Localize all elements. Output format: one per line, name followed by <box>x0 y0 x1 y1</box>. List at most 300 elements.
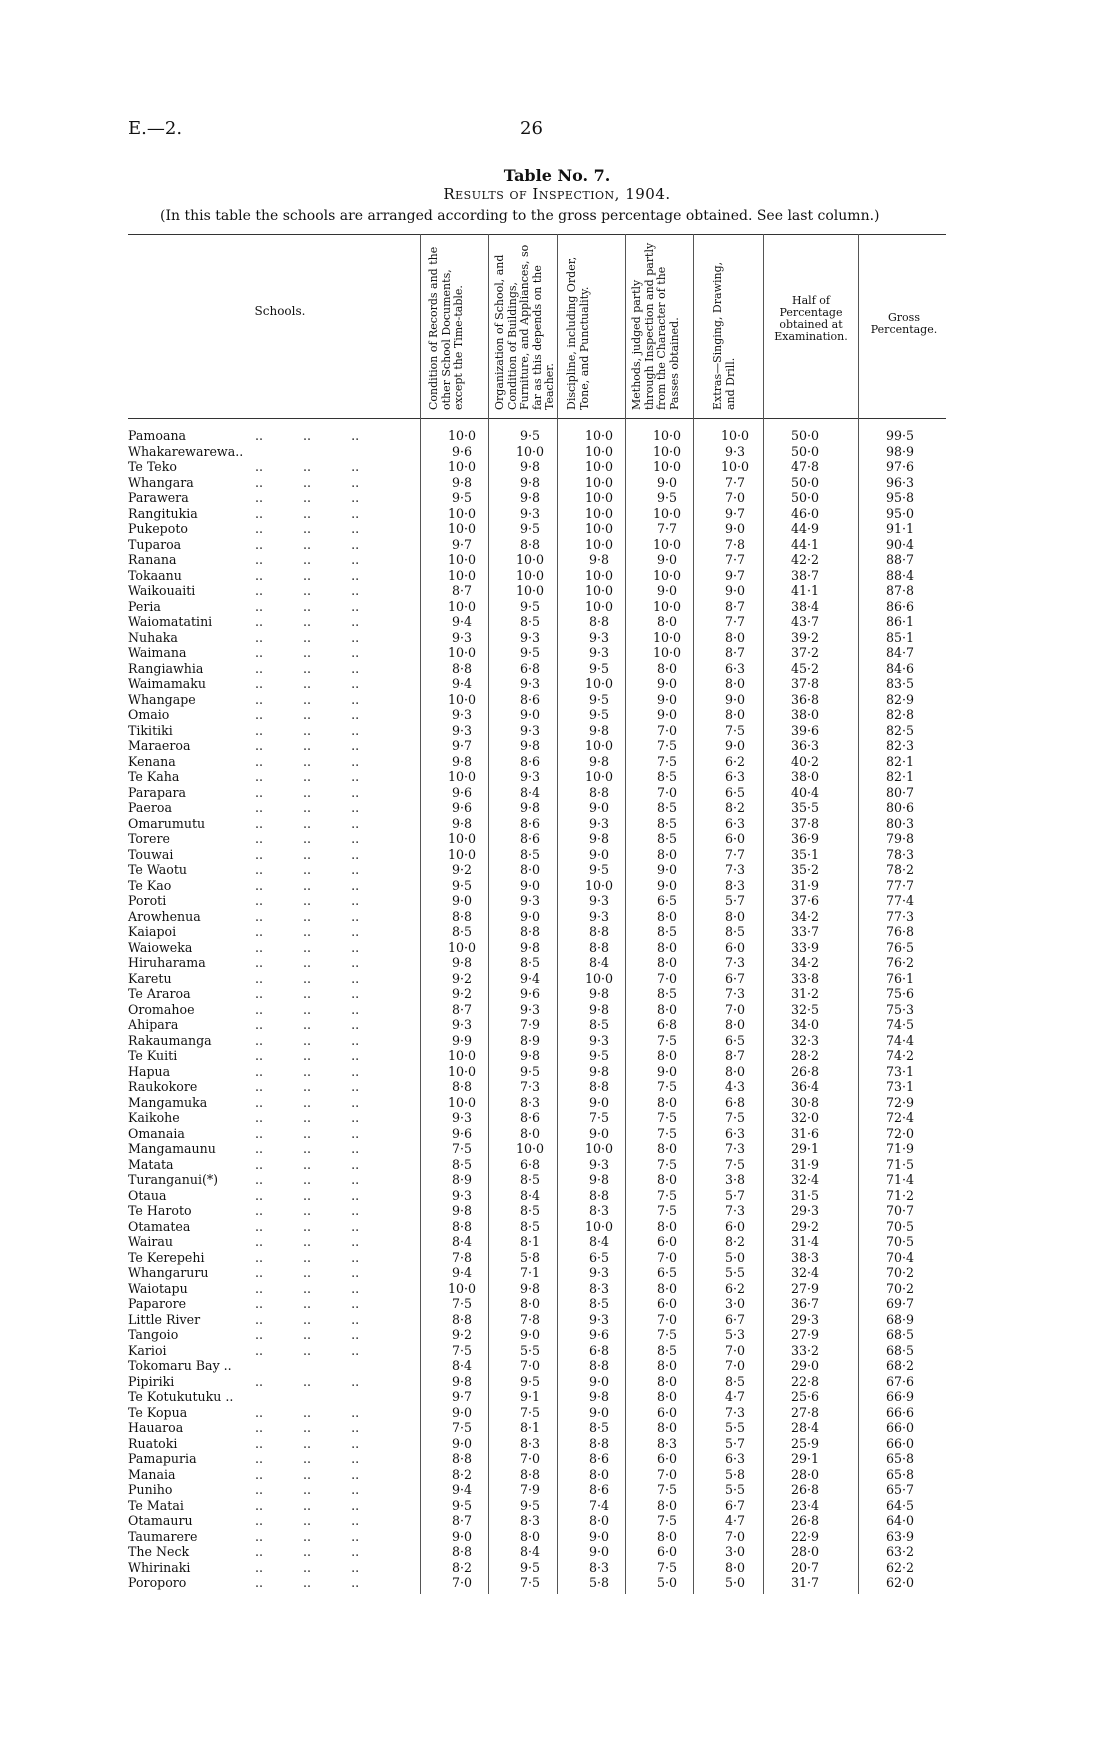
cell-records: 9·8 <box>451 955 473 970</box>
cell-half-percentage: 34·0 <box>790 1017 820 1032</box>
cell-half-percentage: 35·5 <box>790 800 820 815</box>
cell-gross-percentage: 95·8 <box>885 490 915 505</box>
leader-dots: .. .. .. <box>255 1342 360 1358</box>
cell-gross-percentage: 77·4 <box>885 893 915 908</box>
cell-organization: 8·8 <box>519 536 541 552</box>
cell-records: 9·6 <box>451 784 473 800</box>
cell-discipline: 9·8 <box>588 1001 610 1017</box>
cell-half-percentage: 32·3 <box>790 1032 820 1048</box>
cell-extras: 7·7 <box>724 552 746 567</box>
leader-dots: .. .. .. <box>255 1063 360 1079</box>
cell-organization: 8·8 <box>519 1466 541 1482</box>
school-name: Omarumutu <box>128 815 206 831</box>
cell-extras: 8·0 <box>724 629 746 645</box>
leader-dots: .. .. .. <box>255 1497 360 1513</box>
cell-organization: 10·0 <box>515 443 545 459</box>
cell-gross-percentage: 72·9 <box>885 1094 915 1110</box>
cell-records: 9·3 <box>451 1187 473 1203</box>
cell-gross-percentage: 65·8 <box>885 1451 915 1466</box>
cell-half-percentage: 26·8 <box>790 1482 820 1497</box>
table-row <box>0 1250 1114 1266</box>
cell-extras: 6·0 <box>724 1218 746 1234</box>
cell-records: 7·5 <box>451 1141 473 1156</box>
cell-records: 9·7 <box>451 536 473 552</box>
leader-dots: .. .. .. <box>255 1249 360 1265</box>
cell-methods: 10·0 <box>652 428 682 443</box>
cell-gross-percentage: 66·0 <box>885 1420 915 1435</box>
leader-dots: .. .. .. <box>255 707 360 722</box>
table-row <box>0 1048 1114 1064</box>
column-header-organization: Organization of School, and Condition of Buildings, Furniture, and Appliances, so far as this depends on the Teacher. <box>493 244 556 410</box>
cell-methods: 7·5 <box>656 1156 678 1172</box>
school-name: Omaio <box>128 707 170 722</box>
school-name: Hauaroa <box>128 1420 184 1435</box>
cell-methods: 7·0 <box>656 722 678 738</box>
cell-discipline: 8·8 <box>588 1079 610 1094</box>
cell-gross-percentage: 95·0 <box>885 505 915 521</box>
cell-methods: 8·0 <box>656 1048 678 1063</box>
cell-half-percentage: 26·8 <box>790 1513 820 1528</box>
cell-half-percentage: 36·7 <box>790 1296 820 1311</box>
cell-organization: 7·3 <box>519 1079 541 1094</box>
cell-methods: 8·0 <box>656 614 678 629</box>
cell-discipline: 9·3 <box>588 645 610 660</box>
column-header-records: Condition of Records and the other School Documents, except the Time-table. <box>427 246 465 410</box>
cell-half-percentage: 41·1 <box>790 583 820 598</box>
cell-records: 8·8 <box>451 1451 473 1466</box>
cell-half-percentage: 37·6 <box>790 893 820 908</box>
school-name: Karioi <box>128 1342 167 1358</box>
cell-methods: 8·5 <box>656 800 678 815</box>
cell-organization: 5·5 <box>519 1342 541 1358</box>
cell-discipline: 9·3 <box>588 893 610 908</box>
cell-methods: 9·0 <box>656 707 678 722</box>
table-row <box>0 1482 1114 1498</box>
cell-extras: 5·8 <box>724 1466 746 1482</box>
cell-methods: 7·5 <box>656 1203 678 1218</box>
leader-dots: .. .. .. <box>255 1079 360 1094</box>
cell-records: 9·3 <box>451 707 473 722</box>
cell-extras: 7·0 <box>724 1001 746 1017</box>
leader-dots: .. .. .. <box>255 552 360 567</box>
cell-extras: 6·3 <box>724 815 746 831</box>
cell-methods: 6·0 <box>656 1234 678 1249</box>
cell-methods: 6·0 <box>656 1451 678 1466</box>
cell-records: 9·8 <box>451 1203 473 1218</box>
leader-dots: .. .. .. <box>255 1048 360 1063</box>
cell-gross-percentage: 86·6 <box>885 598 915 614</box>
cell-methods: 8·3 <box>656 1435 678 1451</box>
leader-dots: .. .. .. <box>255 1513 360 1528</box>
cell-discipline: 8·6 <box>588 1482 610 1497</box>
cell-organization: 6·8 <box>519 1156 541 1172</box>
cell-records: 9·0 <box>451 1435 473 1451</box>
cell-organization: 9·3 <box>519 1001 541 1017</box>
cell-records: 9·4 <box>451 676 473 691</box>
table-subtitle: Results of Inspection, 1904. <box>443 185 671 203</box>
cell-gross-percentage: 88·4 <box>885 567 915 583</box>
cell-records: 7·8 <box>451 1249 473 1265</box>
cell-methods: 8·0 <box>656 1094 678 1110</box>
leader-dots: .. .. .. <box>255 629 360 645</box>
cell-extras: 8·7 <box>724 645 746 660</box>
cell-methods: 10·0 <box>652 567 682 583</box>
cell-extras: 7·3 <box>724 986 746 1001</box>
cell-organization: 8·0 <box>519 1125 541 1141</box>
cell-discipline: 8·3 <box>588 1280 610 1296</box>
cell-discipline: 7·4 <box>588 1497 610 1513</box>
table-row <box>0 754 1114 770</box>
cell-records: 10·0 <box>447 598 477 614</box>
cell-methods: 8·0 <box>656 1373 678 1389</box>
leader-dots: .. .. .. <box>255 784 360 800</box>
cell-extras: 5·7 <box>724 1187 746 1203</box>
cell-gross-percentage: 84·6 <box>885 660 915 676</box>
cell-extras: 7·8 <box>724 536 746 552</box>
table-row <box>0 862 1114 878</box>
cell-half-percentage: 36·3 <box>790 738 820 753</box>
leader-dots: .. .. .. <box>255 1017 360 1032</box>
cell-records: 8·4 <box>451 1358 473 1373</box>
cell-gross-percentage: 70·5 <box>885 1234 915 1249</box>
cell-discipline: 9·0 <box>588 846 610 862</box>
cell-records: 8·7 <box>451 1001 473 1017</box>
table-row <box>0 800 1114 816</box>
cell-discipline: 10·0 <box>584 1141 614 1156</box>
table-row <box>0 599 1114 615</box>
column-header-methods: Methods, judged partly through Inspection and partly from the Character of the Passes obtained. <box>630 242 681 410</box>
school-name: Whirinaki <box>128 1559 191 1575</box>
leader-dots: .. .. .. <box>255 428 360 443</box>
cell-methods: 9·0 <box>656 474 678 490</box>
cell-half-percentage: 50·0 <box>790 443 820 459</box>
cell-half-percentage: 29·2 <box>790 1218 820 1234</box>
cell-half-percentage: 25·9 <box>790 1435 820 1451</box>
cell-discipline: 9·5 <box>588 691 610 707</box>
cell-extras: 9·0 <box>724 691 746 707</box>
cell-organization: 8·5 <box>519 1172 541 1187</box>
cell-gross-percentage: 76·2 <box>885 955 915 970</box>
cell-extras: 5·0 <box>724 1575 746 1590</box>
cell-discipline: 9·5 <box>588 660 610 676</box>
cell-gross-percentage: 74·4 <box>885 1032 915 1048</box>
cell-gross-percentage: 86·1 <box>885 614 915 629</box>
cell-extras: 6·7 <box>724 970 746 986</box>
cell-records: 9·3 <box>451 1017 473 1032</box>
table-row <box>0 475 1114 491</box>
cell-gross-percentage: 80·7 <box>885 784 915 800</box>
school-name: Otaua <box>128 1187 167 1203</box>
cell-half-percentage: 43·7 <box>790 614 820 629</box>
cell-gross-percentage: 96·3 <box>885 474 915 490</box>
cell-extras: 4·7 <box>724 1389 746 1404</box>
cell-records: 10·0 <box>447 1048 477 1063</box>
cell-discipline: 9·3 <box>588 908 610 924</box>
cell-organization: 7·0 <box>519 1358 541 1373</box>
cell-discipline: 9·8 <box>588 722 610 738</box>
cell-extras: 8·5 <box>724 1373 746 1389</box>
cell-half-percentage: 31·6 <box>790 1125 820 1141</box>
cell-extras: 5·5 <box>724 1482 746 1497</box>
cell-discipline: 9·5 <box>588 707 610 722</box>
cell-organization: 9·0 <box>519 1327 541 1342</box>
table-row <box>0 1188 1114 1204</box>
cell-extras: 10·0 <box>720 459 750 474</box>
cell-discipline: 8·8 <box>588 939 610 955</box>
leader-dots: .. .. .. <box>255 1575 360 1590</box>
cell-records: 9·0 <box>451 893 473 908</box>
cell-methods: 9·0 <box>656 877 678 893</box>
school-name: Kenana <box>128 753 176 769</box>
school-name: Paeroa <box>128 800 172 815</box>
table-note: (In this table the schools are arranged according to the gross percentage obtained. See last column.) <box>160 208 880 224</box>
cell-organization: 9·8 <box>519 800 541 815</box>
cell-records: 8·5 <box>451 1156 473 1172</box>
leader-dots: .. .. .. <box>255 567 360 583</box>
leader-dots: .. .. .. <box>255 691 360 707</box>
cell-organization: 9·8 <box>519 1280 541 1296</box>
cell-methods: 7·5 <box>656 753 678 769</box>
cell-half-percentage: 50·0 <box>790 474 820 490</box>
cell-discipline: 9·5 <box>588 1048 610 1063</box>
school-name: Tuparoa <box>128 536 182 552</box>
leader-dots: .. .. .. <box>255 893 360 908</box>
column-header-half-percentage: Half of Percentage obtained at Examination. <box>774 294 848 343</box>
cell-records: 7·5 <box>451 1296 473 1311</box>
cell-gross-percentage: 82·1 <box>885 769 915 784</box>
cell-discipline: 10·0 <box>584 474 614 490</box>
cell-records: 10·0 <box>447 1063 477 1079</box>
cell-records: 9·2 <box>451 986 473 1001</box>
cell-gross-percentage: 76·5 <box>885 939 915 955</box>
cell-gross-percentage: 74·5 <box>885 1017 915 1032</box>
school-name: Ahipara <box>128 1017 179 1032</box>
table-row <box>0 1513 1114 1529</box>
table-row <box>0 769 1114 785</box>
cell-half-percentage: 23·4 <box>790 1497 820 1513</box>
cell-methods: 8·0 <box>656 1358 678 1373</box>
cell-records: 10·0 <box>447 939 477 955</box>
header-bottom-rule <box>128 418 946 419</box>
cell-gross-percentage: 71·2 <box>885 1187 915 1203</box>
cell-methods: 7·5 <box>656 1032 678 1048</box>
table-row <box>0 1141 1114 1157</box>
cell-discipline: 9·3 <box>588 629 610 645</box>
table-row <box>0 1172 1114 1188</box>
leader-dots: .. .. .. <box>255 1559 360 1575</box>
cell-methods: 8·0 <box>656 1389 678 1404</box>
cell-organization: 9·6 <box>519 986 541 1001</box>
cell-organization: 9·8 <box>519 738 541 753</box>
cell-gross-percentage: 77·7 <box>885 877 915 893</box>
school-name: Nuhaka <box>128 629 178 645</box>
cell-gross-percentage: 80·6 <box>885 800 915 815</box>
cell-gross-percentage: 80·3 <box>885 815 915 831</box>
cell-half-percentage: 40·4 <box>790 784 820 800</box>
cell-half-percentage: 38·0 <box>790 769 820 784</box>
school-name: Parapara <box>128 784 187 800</box>
cell-half-percentage: 50·0 <box>790 428 820 443</box>
cell-gross-percentage: 74·2 <box>885 1048 915 1063</box>
cell-records: 8·8 <box>451 1311 473 1327</box>
leader-dots: .. .. .. <box>255 660 360 676</box>
cell-extras: 9·7 <box>724 505 746 521</box>
table-row <box>0 893 1114 909</box>
cell-gross-percentage: 73·1 <box>885 1063 915 1079</box>
school-name: Taumarere <box>128 1528 198 1544</box>
cell-records: 9·4 <box>451 1265 473 1280</box>
leader-dots: .. .. .. <box>255 939 360 955</box>
cell-gross-percentage: 68·5 <box>885 1342 915 1358</box>
cell-organization: 9·3 <box>519 769 541 784</box>
cell-records: 10·0 <box>447 691 477 707</box>
cell-half-percentage: 28·0 <box>790 1466 820 1482</box>
cell-extras: 8·0 <box>724 707 746 722</box>
cell-extras: 7·7 <box>724 846 746 862</box>
school-name: Whangara <box>128 474 194 490</box>
cell-discipline: 7·5 <box>588 1110 610 1125</box>
cell-extras: 3·0 <box>724 1296 746 1311</box>
cell-half-percentage: 28·0 <box>790 1544 820 1559</box>
cell-organization: 8·5 <box>519 846 541 862</box>
leader-dots: .. .. .. <box>255 800 360 815</box>
cell-half-percentage: 31·2 <box>790 986 820 1001</box>
school-name: Pukepoto <box>128 521 188 536</box>
cell-organization: 9·8 <box>519 459 541 474</box>
school-name: Touwai <box>128 846 174 862</box>
school-name: Tokomaru Bay .. <box>128 1358 232 1373</box>
school-name: Rakaumanga <box>128 1032 212 1048</box>
cell-gross-percentage: 82·5 <box>885 722 915 738</box>
school-name: Te Kotukutuku .. <box>128 1389 234 1404</box>
cell-organization: 7·1 <box>519 1265 541 1280</box>
cell-gross-percentage: 87·8 <box>885 583 915 598</box>
cell-organization: 9·0 <box>519 707 541 722</box>
cell-discipline: 10·0 <box>584 738 614 753</box>
cell-methods: 10·0 <box>652 443 682 459</box>
cell-methods: 7·7 <box>656 521 678 536</box>
school-name: Te Araroa <box>128 986 191 1001</box>
column-header-schools: Schools. <box>254 304 306 318</box>
cell-half-percentage: 37·8 <box>790 815 820 831</box>
school-name: Pamapuria <box>128 1451 197 1466</box>
cell-half-percentage: 42·2 <box>790 552 820 567</box>
cell-records: 8·8 <box>451 660 473 676</box>
cell-records: 9·6 <box>451 1125 473 1141</box>
table-row <box>0 676 1114 692</box>
cell-half-percentage: 39·6 <box>790 722 820 738</box>
leader-dots: .. .. .. <box>255 1110 360 1125</box>
cell-extras: 6·2 <box>724 753 746 769</box>
cell-records: 7·5 <box>451 1342 473 1358</box>
cell-methods: 6·8 <box>656 1017 678 1032</box>
cell-discipline: 9·3 <box>588 1311 610 1327</box>
cell-gross-percentage: 70·7 <box>885 1203 915 1218</box>
table-row <box>0 924 1114 940</box>
cell-half-percentage: 29·0 <box>790 1358 820 1373</box>
leader-dots: .. .. .. <box>255 986 360 1001</box>
cell-extras: 8·0 <box>724 1017 746 1032</box>
cell-organization: 8·3 <box>519 1435 541 1451</box>
table-row <box>0 630 1114 646</box>
cell-methods: 7·5 <box>656 1327 678 1342</box>
cell-organization: 9·3 <box>519 676 541 691</box>
cell-gross-percentage: 68·2 <box>885 1358 915 1373</box>
school-name: The Neck <box>128 1544 190 1559</box>
leader-dots: .. .. .. <box>255 1203 360 1218</box>
table-row <box>0 1234 1114 1250</box>
cell-half-percentage: 39·2 <box>790 629 820 645</box>
table-row <box>0 568 1114 584</box>
cell-extras: 7·5 <box>724 1156 746 1172</box>
table-row <box>0 614 1114 630</box>
cell-discipline: 10·0 <box>584 490 614 505</box>
cell-extras: 9·0 <box>724 521 746 536</box>
cell-records: 9·0 <box>451 1528 473 1544</box>
cell-records: 9·8 <box>451 474 473 490</box>
school-name: Kaikohe <box>128 1110 180 1125</box>
table-row <box>0 723 1114 739</box>
cell-methods: 8·0 <box>656 1141 678 1156</box>
school-name: Puniho <box>128 1482 173 1497</box>
cell-half-percentage: 45·2 <box>790 660 820 676</box>
cell-extras: 6·3 <box>724 1451 746 1466</box>
cell-gross-percentage: 68·9 <box>885 1311 915 1327</box>
cell-methods: 7·0 <box>656 1466 678 1482</box>
cell-methods: 7·5 <box>656 1187 678 1203</box>
leader-dots: .. .. .. <box>255 505 360 521</box>
leader-dots: .. .. .. <box>255 1528 360 1544</box>
leader-dots: .. .. .. <box>255 1032 360 1048</box>
cell-organization: 10·0 <box>515 567 545 583</box>
cell-extras: 7·0 <box>724 1342 746 1358</box>
cell-methods: 6·5 <box>656 893 678 908</box>
school-name: Poroporo <box>128 1575 187 1590</box>
cell-discipline: 9·0 <box>588 1528 610 1544</box>
cell-half-percentage: 29·3 <box>790 1203 820 1218</box>
cell-gross-percentage: 83·5 <box>885 676 915 691</box>
table-row <box>0 645 1114 661</box>
leader-dots: .. .. .. <box>255 676 360 691</box>
cell-records: 10·0 <box>447 1280 477 1296</box>
cell-methods: 5·0 <box>656 1575 678 1590</box>
cell-extras: 6·0 <box>724 831 746 846</box>
cell-half-percentage: 32·4 <box>790 1265 820 1280</box>
table-row <box>0 1436 1114 1452</box>
cell-methods: 7·5 <box>656 1079 678 1094</box>
cell-discipline: 10·0 <box>584 676 614 691</box>
cell-discipline: 9·8 <box>588 552 610 567</box>
cell-methods: 9·0 <box>656 552 678 567</box>
table-row <box>0 1544 1114 1560</box>
leader-dots: .. .. .. <box>255 1218 360 1234</box>
cell-organization: 7·0 <box>519 1451 541 1466</box>
cell-organization: 6·8 <box>519 660 541 676</box>
school-name: Parawera <box>128 490 189 505</box>
cell-methods: 10·0 <box>652 459 682 474</box>
school-name: Te Waotu <box>128 862 187 877</box>
cell-methods: 6·0 <box>656 1544 678 1559</box>
leader-dots: .. .. .. <box>255 815 360 831</box>
leader-dots: .. .. .. <box>255 1001 360 1017</box>
cell-records: 8·8 <box>451 1079 473 1094</box>
leader-dots: .. .. .. <box>255 1311 360 1327</box>
cell-extras: 6·3 <box>724 769 746 784</box>
leader-dots: .. .. .. <box>255 1125 360 1141</box>
cell-methods: 8·0 <box>656 1280 678 1296</box>
cell-organization: 9·0 <box>519 908 541 924</box>
school-name: Waiomatatini <box>128 614 213 629</box>
